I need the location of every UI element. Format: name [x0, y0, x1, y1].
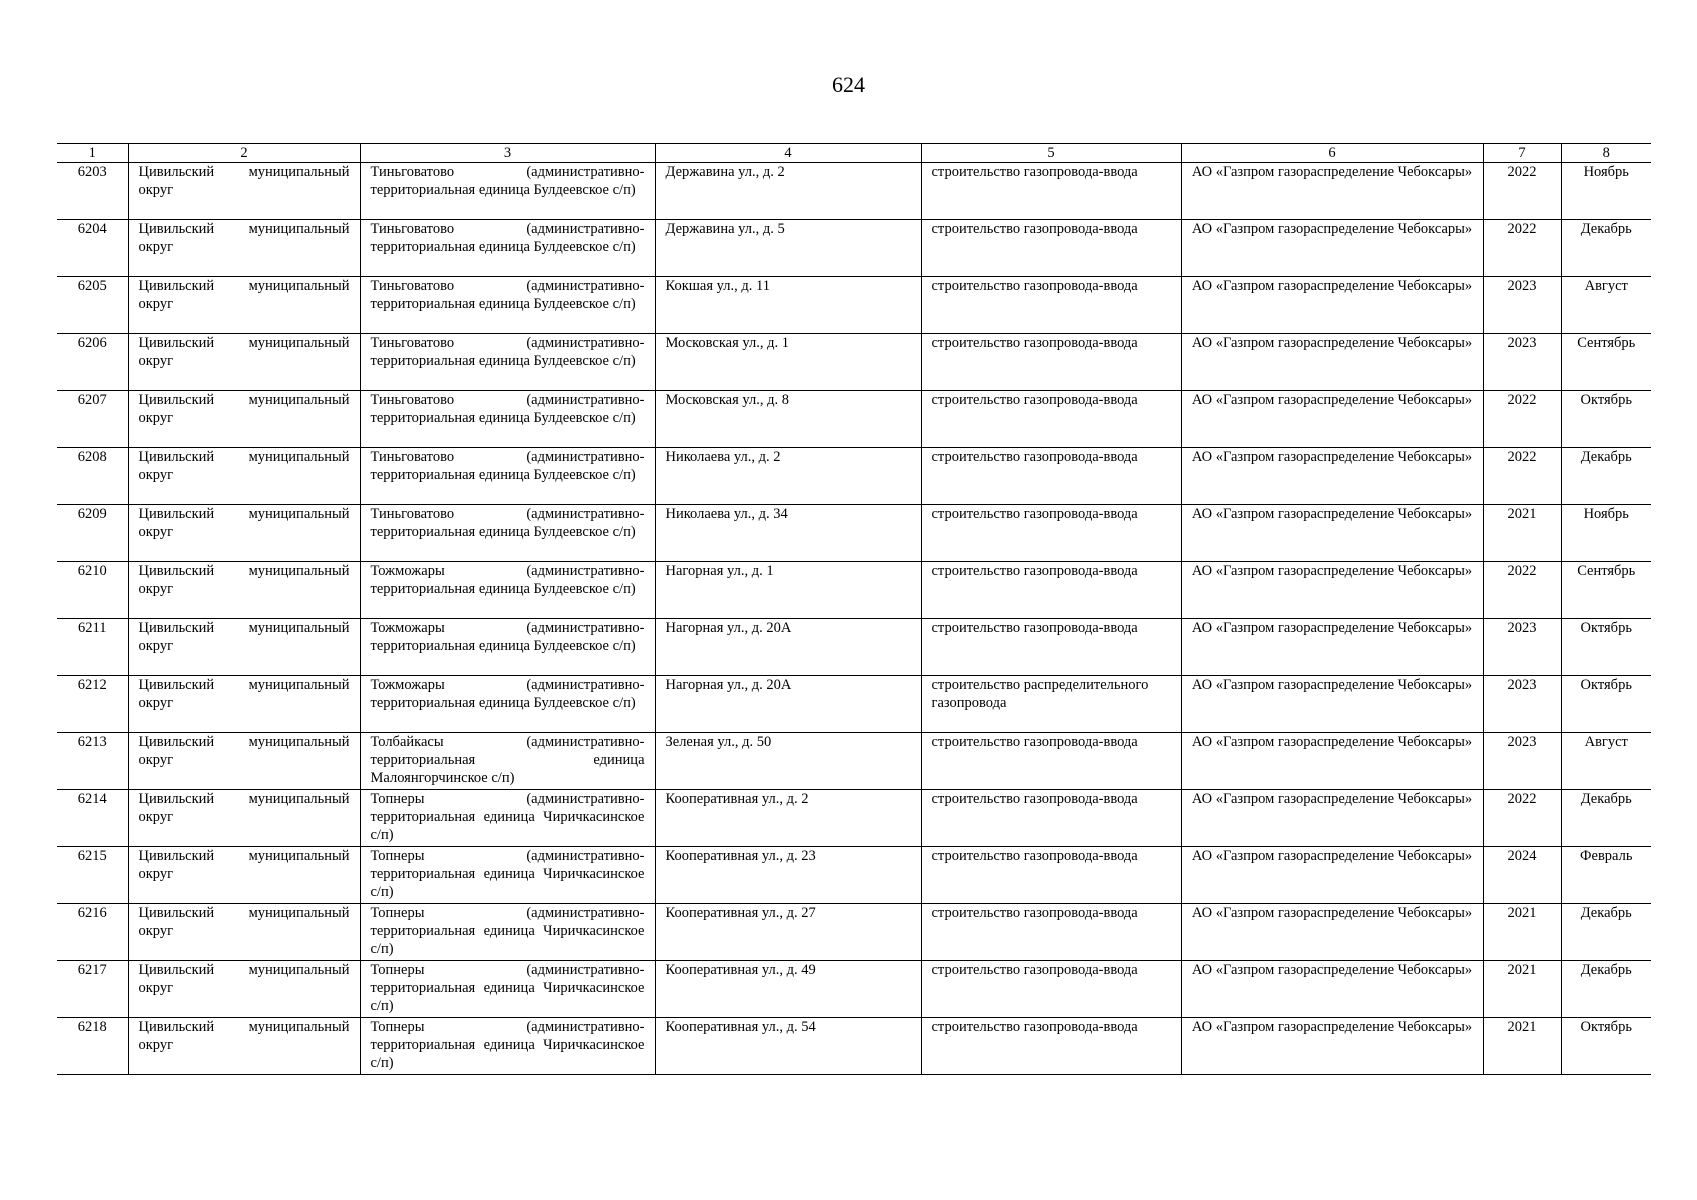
- month-cell: Декабрь: [1561, 448, 1651, 505]
- row-number-cell: 6215: [57, 847, 128, 904]
- row-number-cell: 6217: [57, 961, 128, 1018]
- table-row: [57, 391, 1651, 448]
- municipality-cell: Цивильский муниципальный округ: [128, 676, 360, 733]
- month-cell: Февраль: [1561, 847, 1651, 904]
- column-header-2: 2: [128, 144, 360, 163]
- address-cell: Николаева ул., д. 34: [655, 505, 921, 562]
- organization-cell: АО «Газпром газораспределение Чебоксары»: [1181, 562, 1483, 619]
- page-number: 624: [832, 72, 865, 97]
- table-row: [57, 676, 1651, 733]
- work-type-cell: строительство распределительного газопровода: [921, 676, 1181, 733]
- row-number-cell: 6213: [57, 733, 128, 790]
- column-header-8: 8: [1561, 144, 1651, 163]
- column-header-4: 4: [655, 144, 921, 163]
- address-cell: Зеленая ул., д. 50: [655, 733, 921, 790]
- month-cell: Август: [1561, 277, 1651, 334]
- organization-cell: АО «Газпром газораспределение Чебоксары»: [1181, 448, 1483, 505]
- table-row: [57, 619, 1651, 676]
- table-row: [57, 505, 1651, 562]
- month-cell: Ноябрь: [1561, 163, 1651, 220]
- settlement-cell: Тожможары (административно-территориальная единица Булдеевское с/п): [360, 619, 655, 676]
- column-header-3: 3: [360, 144, 655, 163]
- address-cell: Кооперативная ул., д. 54: [655, 1018, 921, 1075]
- row-number-cell: 6204: [57, 220, 128, 277]
- organization-cell: АО «Газпром газораспределение Чебоксары»: [1181, 334, 1483, 391]
- row-number-cell: 6208: [57, 448, 128, 505]
- settlement-cell: Топнеры (административно-территориальная единица Чиричкасинское с/п): [360, 904, 655, 961]
- municipality-cell: Цивильский муниципальный округ: [128, 619, 360, 676]
- month-cell: Октябрь: [1561, 619, 1651, 676]
- organization-cell: АО «Газпром газораспределение Чебоксары»: [1181, 1018, 1483, 1075]
- month-cell: Декабрь: [1561, 790, 1651, 847]
- table-header: [57, 144, 1651, 163]
- table-row: [57, 334, 1651, 391]
- municipality-cell: Цивильский муниципальный округ: [128, 334, 360, 391]
- address-cell: Московская ул., д. 8: [655, 391, 921, 448]
- year-cell: 2023: [1483, 733, 1561, 790]
- month-cell: Октябрь: [1561, 1018, 1651, 1075]
- settlement-cell: Тожможары (административно-территориальная единица Булдеевское с/п): [360, 676, 655, 733]
- year-cell: 2021: [1483, 1018, 1561, 1075]
- table-row: [57, 961, 1651, 1018]
- settlement-cell: Тожможары (административно-территориальная единица Булдеевское с/п): [360, 562, 655, 619]
- municipality-cell: Цивильский муниципальный округ: [128, 790, 360, 847]
- table-row: [57, 790, 1651, 847]
- column-header-6: 6: [1181, 144, 1483, 163]
- work-type-cell: строительство газопровода-ввода: [921, 334, 1181, 391]
- municipality-cell: Цивильский муниципальный округ: [128, 163, 360, 220]
- municipality-cell: Цивильский муниципальный округ: [128, 847, 360, 904]
- row-number-cell: 6205: [57, 277, 128, 334]
- address-cell: Кокшая ул., д. 11: [655, 277, 921, 334]
- organization-cell: АО «Газпром газораспределение Чебоксары»: [1181, 619, 1483, 676]
- row-number-cell: 6218: [57, 1018, 128, 1075]
- settlement-cell: Тиньговатово (административно-территориальная единица Булдеевское с/п): [360, 448, 655, 505]
- address-cell: Нагорная ул., д. 20А: [655, 676, 921, 733]
- row-number-cell: 6209: [57, 505, 128, 562]
- organization-cell: АО «Газпром газораспределение Чебоксары»: [1181, 790, 1483, 847]
- month-cell: Август: [1561, 733, 1651, 790]
- organization-cell: АО «Газпром газораспределение Чебоксары»: [1181, 505, 1483, 562]
- month-cell: Ноябрь: [1561, 505, 1651, 562]
- year-cell: 2022: [1483, 790, 1561, 847]
- table-row: [57, 733, 1651, 790]
- organization-cell: АО «Газпром газораспределение Чебоксары»: [1181, 961, 1483, 1018]
- organization-cell: АО «Газпром газораспределение Чебоксары»: [1181, 220, 1483, 277]
- year-cell: 2024: [1483, 847, 1561, 904]
- year-cell: 2022: [1483, 562, 1561, 619]
- work-type-cell: строительство газопровода-ввода: [921, 847, 1181, 904]
- row-number-cell: 6206: [57, 334, 128, 391]
- settlement-cell: Тиньговатово (административно-территориальная единица Булдеевское с/п): [360, 505, 655, 562]
- organization-cell: АО «Газпром газораспределение Чебоксары»: [1181, 733, 1483, 790]
- year-cell: 2023: [1483, 334, 1561, 391]
- address-cell: Кооперативная ул., д. 2: [655, 790, 921, 847]
- address-cell: Державина ул., д. 2: [655, 163, 921, 220]
- municipality-cell: Цивильский муниципальный округ: [128, 961, 360, 1018]
- municipality-cell: Цивильский муниципальный округ: [128, 562, 360, 619]
- address-cell: Державина ул., д. 5: [655, 220, 921, 277]
- settlement-cell: Толбайкасы (административно-территориальная единица Малоянгорчинское с/п): [360, 733, 655, 790]
- year-cell: 2021: [1483, 904, 1561, 961]
- settlement-cell: Топнеры (административно-территориальная единица Чиричкасинское с/п): [360, 790, 655, 847]
- row-number-cell: 6203: [57, 163, 128, 220]
- work-type-cell: строительство газопровода-ввода: [921, 619, 1181, 676]
- organization-cell: АО «Газпром газораспределение Чебоксары»: [1181, 391, 1483, 448]
- year-cell: 2021: [1483, 505, 1561, 562]
- row-number-cell: 6210: [57, 562, 128, 619]
- address-cell: Московская ул., д. 1: [655, 334, 921, 391]
- work-type-cell: строительство газопровода-ввода: [921, 790, 1181, 847]
- municipality-cell: Цивильский муниципальный округ: [128, 277, 360, 334]
- registry-table: [57, 143, 1651, 1075]
- work-type-cell: строительство газопровода-ввода: [921, 904, 1181, 961]
- settlement-cell: Топнеры (административно-территориальная единица Чиричкасинское с/п): [360, 961, 655, 1018]
- settlement-cell: Топнеры (административно-территориальная единица Чиричкасинское с/п): [360, 847, 655, 904]
- settlement-cell: Топнеры (административно-территориальная единица Чиричкасинское с/п): [360, 1018, 655, 1075]
- organization-cell: АО «Газпром газораспределение Чебоксары»: [1181, 847, 1483, 904]
- month-cell: Октябрь: [1561, 391, 1651, 448]
- address-cell: Кооперативная ул., д. 23: [655, 847, 921, 904]
- table-row: [57, 847, 1651, 904]
- year-cell: 2023: [1483, 277, 1561, 334]
- work-type-cell: строительство газопровода-ввода: [921, 1018, 1181, 1075]
- settlement-cell: Тиньговатово (административно-территориальная единица Булдеевское с/п): [360, 391, 655, 448]
- municipality-cell: Цивильский муниципальный округ: [128, 448, 360, 505]
- month-cell: Декабрь: [1561, 220, 1651, 277]
- row-number-cell: 6207: [57, 391, 128, 448]
- table-row: [57, 904, 1651, 961]
- row-number-cell: 6216: [57, 904, 128, 961]
- settlement-cell: Тиньговатово (административно-территориальная единица Булдеевское с/п): [360, 220, 655, 277]
- table-row: [57, 448, 1651, 505]
- address-cell: Кооперативная ул., д. 49: [655, 961, 921, 1018]
- address-cell: Нагорная ул., д. 1: [655, 562, 921, 619]
- year-cell: 2021: [1483, 961, 1561, 1018]
- municipality-cell: Цивильский муниципальный округ: [128, 904, 360, 961]
- row-number-cell: 6212: [57, 676, 128, 733]
- table-row: [57, 277, 1651, 334]
- municipality-cell: Цивильский муниципальный округ: [128, 220, 360, 277]
- work-type-cell: строительство газопровода-ввода: [921, 961, 1181, 1018]
- column-header-1: 1: [57, 144, 128, 163]
- settlement-cell: Тиньговатово (административно-территориальная единица Булдеевское с/п): [360, 163, 655, 220]
- work-type-cell: строительство газопровода-ввода: [921, 220, 1181, 277]
- table-row: [57, 562, 1651, 619]
- settlement-cell: Тиньговатово (административно-территориальная единица Булдеевское с/п): [360, 334, 655, 391]
- organization-cell: АО «Газпром газораспределение Чебоксары»: [1181, 163, 1483, 220]
- organization-cell: АО «Газпром газораспределение Чебоксары»: [1181, 277, 1483, 334]
- month-cell: Декабрь: [1561, 961, 1651, 1018]
- month-cell: Декабрь: [1561, 904, 1651, 961]
- table-row: [57, 163, 1651, 220]
- address-cell: Кооперативная ул., д. 27: [655, 904, 921, 961]
- year-cell: 2023: [1483, 676, 1561, 733]
- work-type-cell: строительство газопровода-ввода: [921, 163, 1181, 220]
- work-type-cell: строительство газопровода-ввода: [921, 391, 1181, 448]
- column-header-5: 5: [921, 144, 1181, 163]
- municipality-cell: Цивильский муниципальный округ: [128, 1018, 360, 1075]
- year-cell: 2022: [1483, 391, 1561, 448]
- work-type-cell: строительство газопровода-ввода: [921, 562, 1181, 619]
- year-cell: 2022: [1483, 220, 1561, 277]
- work-type-cell: строительство газопровода-ввода: [921, 448, 1181, 505]
- work-type-cell: строительство газопровода-ввода: [921, 277, 1181, 334]
- year-cell: 2022: [1483, 448, 1561, 505]
- month-cell: Сентябрь: [1561, 334, 1651, 391]
- row-number-cell: 6214: [57, 790, 128, 847]
- month-cell: Октябрь: [1561, 676, 1651, 733]
- organization-cell: АО «Газпром газораспределение Чебоксары»: [1181, 904, 1483, 961]
- municipality-cell: Цивильский муниципальный округ: [128, 733, 360, 790]
- header-row: [57, 144, 1651, 163]
- work-type-cell: строительство газопровода-ввода: [921, 733, 1181, 790]
- row-number-cell: 6211: [57, 619, 128, 676]
- settlement-cell: Тиньговатово (административно-территориальная единица Булдеевское с/п): [360, 277, 655, 334]
- table-row: [57, 1018, 1651, 1075]
- table-body: [57, 163, 1651, 1075]
- year-cell: 2023: [1483, 619, 1561, 676]
- table-row: [57, 220, 1651, 277]
- address-cell: Николаева ул., д. 2: [655, 448, 921, 505]
- year-cell: 2022: [1483, 163, 1561, 220]
- municipality-cell: Цивильский муниципальный округ: [128, 391, 360, 448]
- month-cell: Сентябрь: [1561, 562, 1651, 619]
- organization-cell: АО «Газпром газораспределение Чебоксары»: [1181, 676, 1483, 733]
- work-type-cell: строительство газопровода-ввода: [921, 505, 1181, 562]
- municipality-cell: Цивильский муниципальный округ: [128, 505, 360, 562]
- column-header-7: 7: [1483, 144, 1561, 163]
- address-cell: Нагорная ул., д. 20А: [655, 619, 921, 676]
